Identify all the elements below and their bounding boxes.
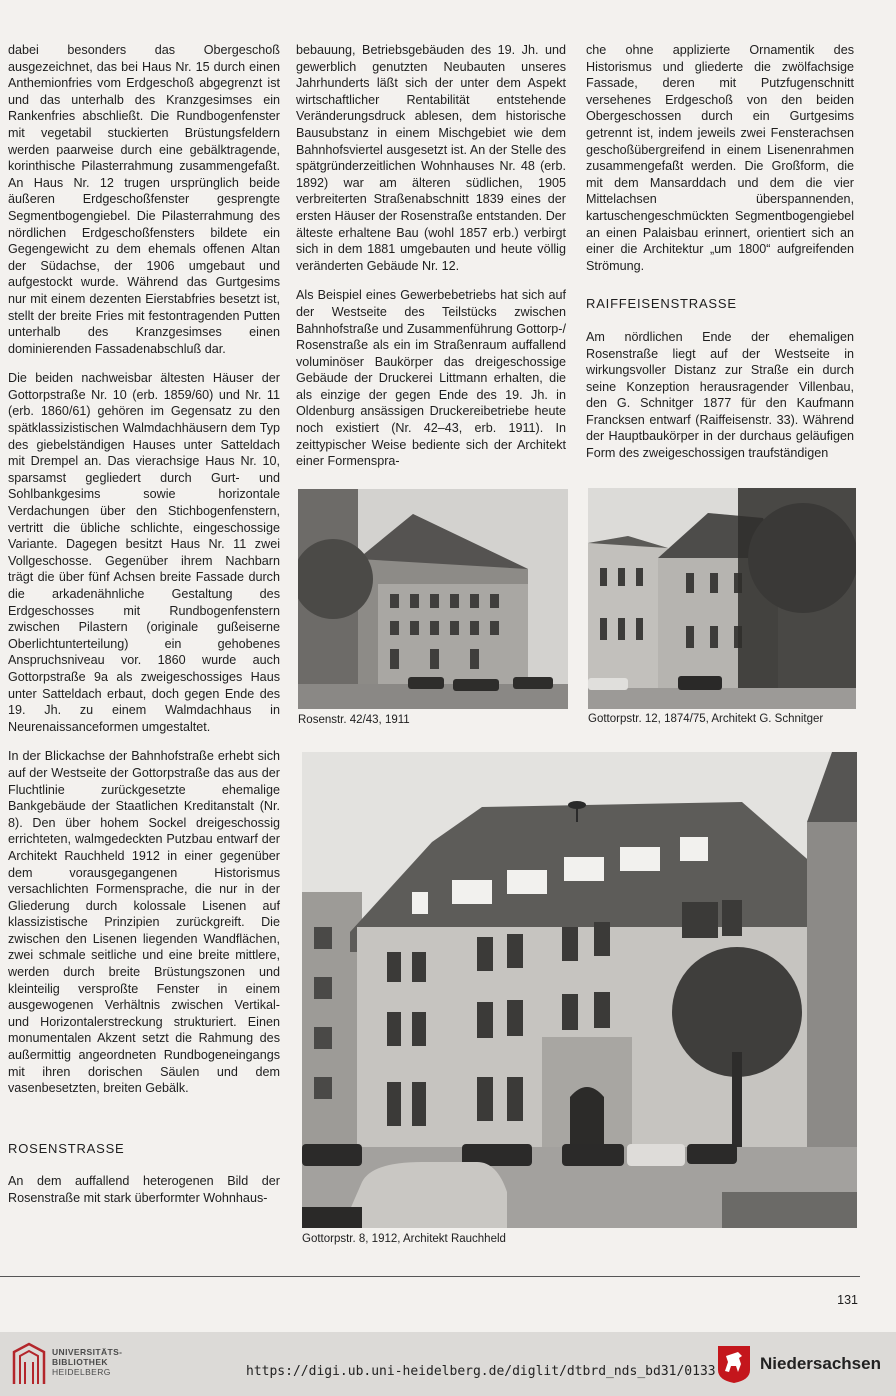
paragraph: Die beiden nachweisbar ältesten Häuser der Gottorpstraße Nr. 10 (erb. 1859/60) und Nr. 11 (erb. 1860/61) gehören im Gegensatz zu den spätklassizistischen Walmdachhäusern dem Typ des giebelständigen Hauses unter Satteldach mit Drempel an. Das vierachsige Haus Nr. 10, sparsamst gegliedert durch Gurt- und Sohlbankgesims sowie horizontale Verdachungen über den Stichbogenfenstern, vertritt die übliche schlichte, eingeschossige Variante. Dagegen besitzt Haus Nr. 11 zwei Vollgeschosse. Gegenüber ihrem Nachbarn trägt die über fünf Achsen breite Fassade durch die arkadenähnliche Gestaltung des Erdgeschosses mit Rundbogenfenstern zwischen Pilastern (originale gußeiserne Oberlichtunterteilung) ein gehobenes Anspruchsniveau vor. 1860 wurde auch Gottorpstraße 9a als zweigeschossiges Haus unter Satteldach erbaut, doch gegen Ende des 19. Jh. zu einem Walmdachhaus in Neurenaissanceformen umgestaltet.	[8, 371, 280, 734]
section-heading-rosenstrasse: ROSENSTRASSE	[8, 1140, 125, 1156]
paragraph: Als Beispiel eines Gewerbebetriebs hat sich auf der Westseite des Teilstücks zwischen Bahnhofstraße und Zusammenführung Gottorp-/ Rosenstraße als ein im Straßenraum auffallend voluminöser Baukörper das dreigeschossige Gebäude der Druckerei Littmann erhalten, die als einzige der gegen Ende des 19. Jh. in Oldenburg ansässigen Druckereibetriebe heute noch existiert (Nr. 42–43, erb. 1911). In zeittypischer Weise bediente sich der Architekt einer Formenspra-	[296, 288, 566, 469]
caption-photo-2: Gottorpstr. 12, 1874/75, Architekt G. Schnitger	[588, 713, 824, 725]
document-url-link[interactable]: https://digi.ub.uni-heidelberg.de/diglit/dtbrd_nds_bd31/0133	[246, 1364, 716, 1379]
viewer-footer	[0, 1332, 896, 1396]
paragraph: bebauung, Betriebsgebäuden des 19. Jh. und gewerblich genutzten Neubauten unseres Jahrhunderts läßt sich der unter dem Aspekt wirtschaftlicher Rentabilität entstehende Veränderungsdruck ablesen, dem historische Bausubstanz in einem Mischgebiet wie dem Bahnhofsviertel ausgesetzt ist. An der Stelle des spätgründerzeitlichen Wohnhauses Nr. 48 (erb. 1892) war am älteren südlichen, 1905 verbreiterten Straßenabschnitt 1839 eines der ersten Häuser der Rosenstraße entstanden. Der älteste erhaltene Bau (wohl 1857 erb.) verbirgt sich in dem 1881 umgebauten und heute völlig veränderten Gebäude Nr. 12.	[296, 43, 566, 273]
paragraph: In der Blickachse der Bahnhofstraße erhebt sich auf der Westseite der Gottorpstraße das aus der Fluchtlinie zurückgesetzte ehemalige Bankgebäude der Staatlichen Kreditanstalt (Nr. 8). Den über hohem Sockel dreigeschossig errichteten, walmgedeckten Putzbau entwarf der Architekt Rauchheld 1912 in einer gegenüber dem vorausgegangenen Historismus versachlichten Formensprache, die nur in der Gliederung durch kolossale Lisenen auf klassizistische Prinzipien zurückgreift. Die zwischen den Lisenen liegenden Wandflächen, zwei schmale seitliche und eine breite mittlere, werden durch breite Brüstungszonen und kleinteilig versproßte Fenster in einem ausgewogenen Verhältnis zwischen Vertikal- und Horizontalerstreckung strukturiert. Einen monumentalen Akzent setzt die Rahmung des außermittig angeordneten Rundbogeneingangs mit ihren dorischen Säulen und dem vasenbesetzten, breiten Gebälk.	[8, 749, 280, 1096]
text-column-right	[586, 42, 854, 475]
caption-photo-3: Gottorpstr. 8, 1912, Architekt Rauchheld	[302, 1233, 506, 1245]
page-number: 131	[837, 1293, 858, 1307]
text-column-middle	[296, 42, 566, 483]
library-name[interactable]: UNIVERSITÄTS- BIBLIOTHEK HEIDELBERG	[52, 1347, 123, 1377]
photo-gottorpstrasse-8	[302, 752, 857, 1228]
caption-photo-1: Rosenstr. 42/43, 1911	[298, 714, 410, 726]
section-heading-raiffeisenstrasse: RAIFFEISENSTRASSE	[586, 296, 737, 312]
paragraph: dabei besonders das Obergeschoß ausgezeichnet, das bei Haus Nr. 15 durch einen Anthemionfries vom Erdgeschoß abgegrenzt ist und das unterhalb des Kranzgesimses ein Rankenfries abschließt. Die Rundbogenfenster mit vegetabil stuckierten Brüstungsfeldern werden paarweise durch eine gebälktragende, korinthische Pilasterrahmung zusammengefaßt. An Haus Nr. 12 trugen ursprünglich beide äußeren Erdgeschoßfenster gesprengte Segmentbogengiebel. Die Pilasterrahmung des nördlichen Erdgeschoßfensters bildete ein Gegengewicht zu dem ehemals offenen Altan der Südachse, der 1906 umgebaut und aufgestockt wurde. Während das Gurtgesims nur mit einem dezenten Eierstabfries besetzt ist, stellt der breite Fries mit festontragenden Putten unterhalb des Kranzgesimses einen dominierenden Fassadenabschluß dar.	[8, 43, 280, 356]
text-column-left	[8, 42, 280, 1220]
library-logo-icon[interactable]	[12, 1342, 46, 1386]
paragraph: An dem auffallend heterogenen Bild der Rosenstraße mit stark überformter Wohnhaus-	[8, 1174, 280, 1205]
state-name: Niedersachsen	[760, 1354, 881, 1373]
paragraph: che ohne applizierte Ornamentik des Historismus und gliederte die zwölfachsige Fassade, deren mit Putzfugenschnitt versehenes Erdgeschoß von den beiden Obergeschossen durch ein Gurtgesims getrennt ist, indem jeweils zwei Fensterachsen geschoßübergreifend in einem Lisenenrahmen zusammengefaßt werden. Die Großform, die mit dem Mansarddach und dem die vier Mittelachsen überspannenden, kartuschengeschmückten Segmentbogengiebel an einen Palaisbau erinnert, orientiert sich an einer die Architektur „um 1800“ aufgreifenden Strömung.	[586, 43, 854, 273]
niedersachsen-horse-icon	[716, 1344, 752, 1384]
footer-rule	[0, 1276, 860, 1277]
paragraph: Am nördlichen Ende der ehemaligen Rosenstraße liegt auf der Westseite in wirkungsvoller Distanz zur Straße ein durch seine Konzeption herausragender Villenbau, den G. Schnitger 1877 für den Kaufmann Francksen entwarf (Raiffeisenstr. 33). Während der Hauptbaukörper in der durchaus geläufigen Form des zweigeschossigen traufständigen	[586, 329, 854, 461]
photo-gottorpstrasse-12	[588, 488, 856, 709]
photo-rosenstrasse-42-43	[298, 489, 568, 709]
